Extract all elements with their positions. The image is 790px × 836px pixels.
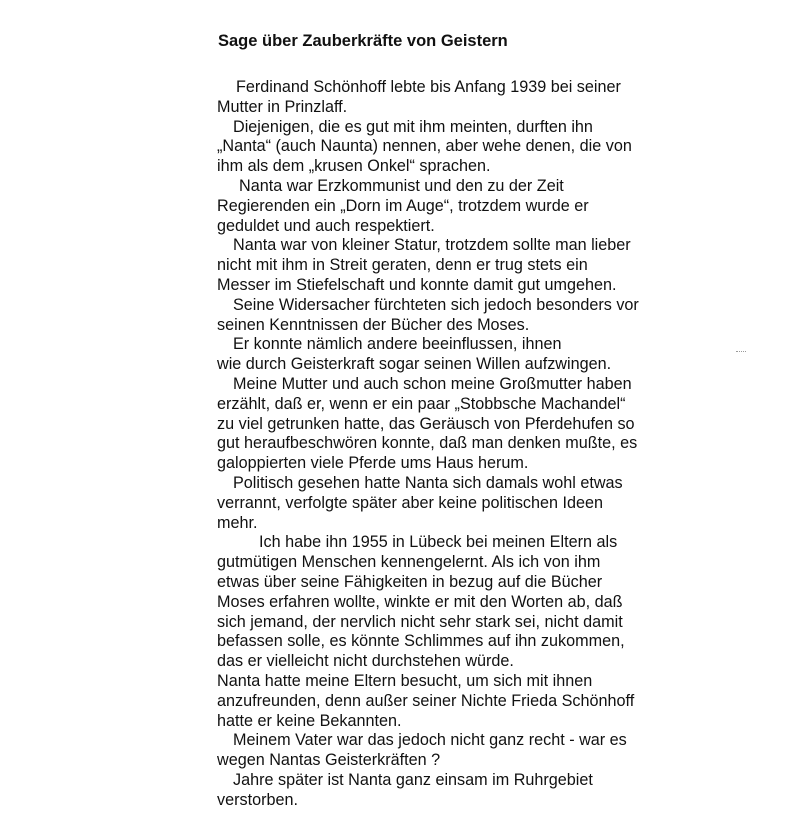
text-line: geduldet und auch respektiert. (217, 216, 435, 235)
text-line: Ferdinand Schönhoff lebte bis Anfang 1939 bei seiner (236, 78, 621, 96)
text-line: Diejenigen, die es gut mit ihm meinten, durften ihn (233, 117, 593, 136)
text-line: Politisch gesehen hatte Nanta sich damals wohl etwas (233, 473, 623, 492)
text-line: wie durch Geisterkraft sogar seinen Willen aufzwingen. (217, 355, 612, 374)
text-line: befassen solle, es könnte Schlimmes auf ihn zukommen, (217, 632, 625, 651)
text-line: zu viel getrunken hatte, das Geräusch von Pferdehufen so (217, 414, 635, 433)
text-line: Nanta hatte meine Eltern besucht, um sich mit ihnen (217, 671, 593, 690)
text-line: erzählt, daß er, wenn er ein paar „Stobbsche Machandel“ (217, 394, 626, 413)
text-line: Mutter in Prinzlaff. (217, 97, 348, 116)
text-line: nicht mit ihm in Streit geraten, denn er trug stets ein (217, 256, 588, 275)
text-line: Er konnte nämlich andere beeinflussen, ihnen (233, 335, 562, 354)
document-body (217, 78, 687, 810)
text-line: hatte er keine Bekannten. (217, 711, 402, 730)
document-title: Sage über Zauberkräfte von Geistern (218, 32, 508, 50)
text-line: mehr. (217, 513, 258, 532)
text-line: Messer im Stiefelschaft und konnte damit gut umgehen. (217, 275, 617, 294)
text-line: sich jemand, der nervlich nicht sehr stark sei, nicht damit (217, 612, 623, 631)
text-line: Nanta war Erzkommunist und den zu der Zeit (239, 176, 564, 195)
text-line: das er vielleicht nicht durchstehen würde. (217, 652, 514, 671)
text-line: „Nanta“ (auch Naunta) nennen, aber wehe denen, die von (217, 137, 632, 156)
text-line: seinen Kenntnissen der Bücher des Moses. (217, 315, 530, 334)
scan-speck (736, 351, 746, 354)
text-line: etwas über seine Fähigkeiten in bezug auf die Bücher (217, 572, 603, 591)
text-line: ihm als dem „krusen Onkel“ sprachen. (217, 157, 491, 176)
text-line: galoppierten viele Pferde ums Haus herum. (217, 454, 529, 473)
text-line: gutmütigen Menschen kennengelernt. Als ich von ihm (217, 553, 601, 572)
text-line: verstorben. (217, 790, 298, 809)
text-line: verrannt, verfolgte später aber keine politischen Ideen (217, 493, 604, 512)
text-line: Nanta war von kleiner Statur, trotzdem sollte man lieber (233, 236, 631, 255)
text-line: Meine Mutter und auch schon meine Großmutter haben (233, 374, 632, 393)
text-line: Moses erfahren wollte, winkte er mit den Worten ab, daß (217, 592, 623, 611)
text-line: Meinem Vater war das jedoch nicht ganz recht - war es (233, 731, 627, 750)
text-line: anzufreunden, denn außer seiner Nichte Frieda Schönhoff (217, 691, 635, 710)
text-line: Ich habe ihn 1955 in Lübeck bei meinen Eltern als (259, 533, 618, 552)
text-line: gut heraufbeschwören konnte, daß man denken mußte, es (217, 434, 638, 453)
text-line: wegen Nantas Geisterkräften ? (217, 751, 441, 770)
text-line: Regierenden ein „Dorn im Auge“, trotzdem wurde er (217, 196, 589, 215)
text-line: Seine Widersacher fürchteten sich jedoch besonders vor (233, 295, 639, 314)
text-line: Jahre später ist Nanta ganz einsam im Ruhrgebiet (233, 770, 593, 789)
